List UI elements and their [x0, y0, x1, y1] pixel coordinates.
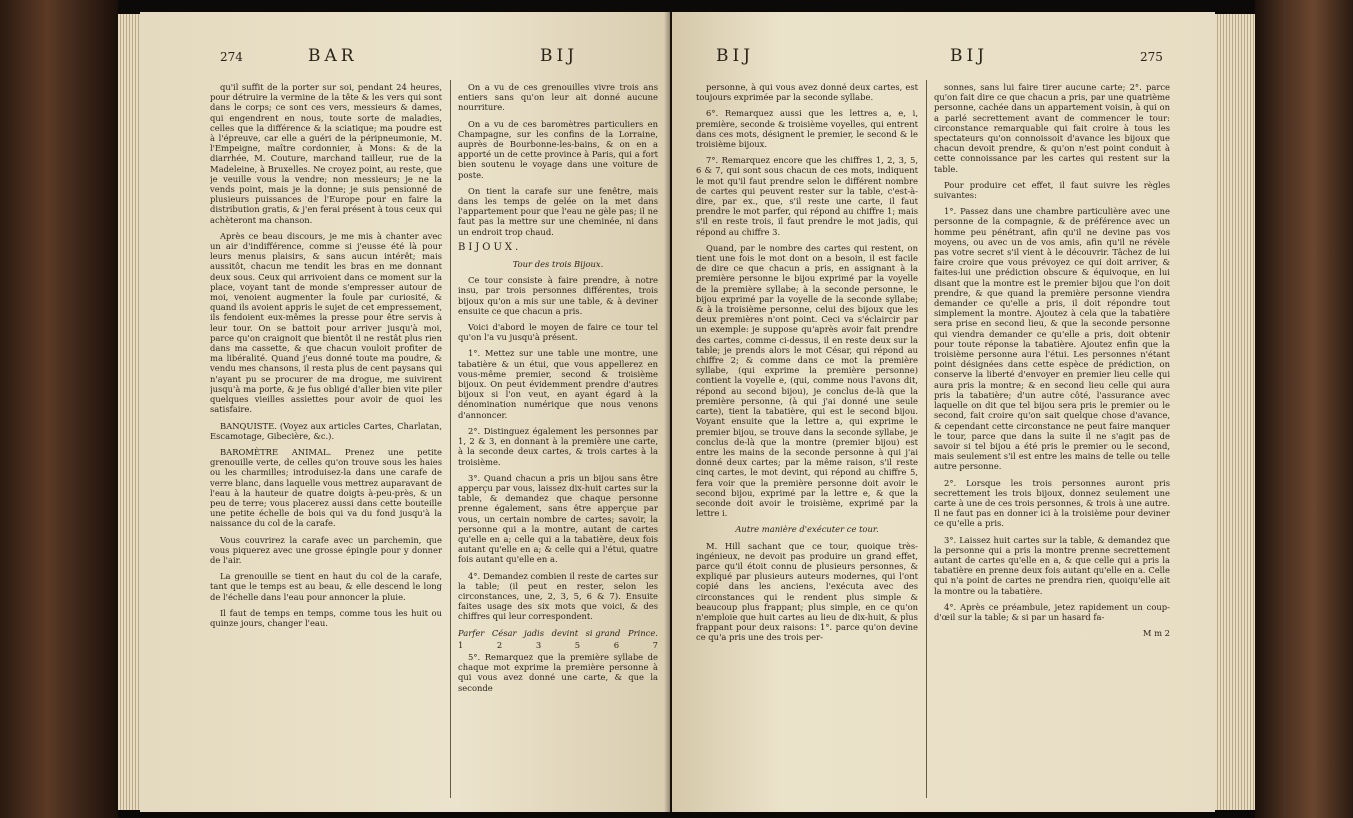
number: 1 [458, 639, 464, 650]
left-page-header [140, 46, 670, 70]
paragraph: 1°. Passez dans une chambre particulière avec une personne de la compagnie, & de préférence avec un homme peu pénétrant, afin qu'il ne devine pas vos moyens, ou avec un de vos amis, afin qu'il ne révèle pas votre secret s'il vient à le découvrir. Tâchez de lui faire croire que vous prévoyez ce qui doit arriver, & faites-lui une prédiction obscure & équivoque, en lui disant que la montre est le premier bijou que l'on doit prendre, & que quand la première personne viendra demander ce qu'elle a pris, il doit répondre tout simplement la montre. Ajoutez à cela que la tabatière sera prise en second lieu, & que la seconde personne qui viendra demander ce qu'elle a pris, doit obtenir pour toute réponse la tabatière. Ajoutez enfin que la troisième personne aura l'étui. Les personnes n'étant point désignées dans cette espèce de prédiction, on conserve la liberté d'envoyer en premier lieu celle qui aura pris la montre; & en second lieu celle qui aura pris la tabatière; d'un autre côté, l'assurance avec laquelle on dit que tel bijou sera pris le premier ou le second, fait croire qu'on sait quelque chose d'avance, & cependant cette circonstance ne peut faire manquer le tour, parce que dans la suite il ne s'agit pas de savoir si tel bijou a été pris le premier ou le second, mais seulement s'il est entre les mains de telle ou telle autre personne. [934, 206, 1170, 472]
paragraph: 2°. Lorsque les trois personnes auront pris secrettement les trois bijoux, donnez seulement une carte à une de ces trois personnes, & trois à une autre. Il ne faut pas en donner ici à la troisième pour deviner ce qu'elle a pris. [934, 477, 1170, 529]
word: Parfer [458, 627, 485, 638]
number-row [458, 640, 658, 650]
right-column-2 [934, 82, 1170, 794]
paragraph: 4°. Demandez combien il reste de cartes sur la table; (il peut en rester, selon les circonstances, une, 2, 3, 5, 6 & 7). Ensuite faites usage des six mots que voici, & des chiffres qui leur correspondent. [458, 570, 658, 622]
book-cover-left [0, 0, 118, 818]
paragraph: La grenouille se tient en haut du col de la carafe, tant que le temps est au beau, & elle descend le long de l'échelle dans l'eau pour annoncer la pluie. [210, 571, 442, 602]
paragraph: 4°. Après ce préambule, jetez rapidement un coup-d'œil sur la table; & si par un hasard fa- [934, 601, 1170, 622]
word: devint [551, 627, 579, 638]
column-rule [450, 80, 451, 798]
paragraph: 2°. Distinguez également les personnes par 1, 2 & 3, en donnant à la première une carte, à la seconde deux cartes, & trois cartes à la troisième. [458, 425, 658, 467]
right-page [672, 12, 1215, 812]
left-page [140, 12, 670, 812]
left-column-2 [458, 82, 658, 794]
page-edges-right [1215, 14, 1255, 810]
word: jadis [524, 627, 545, 638]
column-rule [926, 80, 927, 798]
paragraph: 1°. Mettez sur une table une montre, une tabatière & un étui, que vous appellerez en vous-même premier, second & troisième bijoux. On peut évidemment prendre d'autres bijoux si l'on veut, en ayant égard à la dénomination numérique que nous venons d'annoncer. [458, 348, 658, 420]
paragraph: Il faut de temps en temps, comme tous les huit ou quinze jours, changer l'eau. [210, 607, 442, 628]
page-number: 274 [220, 50, 243, 64]
paragraph: Vous couvrirez la carafe avec un parchemin, que vous piquerez avec une grosse épingle pour y donner de l'air. [210, 534, 442, 565]
paragraph: BANQUISTE. (Voyez aux articles Cartes, Charlatan, Escamotage, Gibecière, &c.). [210, 420, 442, 441]
paragraph: personne, à qui vous avez donné deux cartes, est toujours exprimée par la seconde syllabe. [696, 82, 918, 103]
section-heading: BIJOUX. [458, 241, 522, 253]
word: Prince. [627, 627, 658, 638]
word: si grand [585, 627, 621, 638]
book-cover-right [1255, 0, 1353, 818]
paragraph: Voici d'abord le moyen de faire ce tour tel qu'on l'a vu jusqu'à présent. [458, 322, 658, 343]
paragraph: Ce tour consiste à faire prendre, à notre insu, par trois personnes différentes, trois bijoux qu'on a mis sur une table, & à deviner ensuite ce que chacun a pris. [458, 275, 658, 316]
section-subtitle: Autre manière d'exécuter ce tour. [735, 524, 879, 535]
right-column-1 [696, 82, 918, 794]
paragraph: M. Hill sachant que ce tour, quoique très-ingénieux, ne devoit pas produire un grand effet, parce qu'il étoit connu de plusieurs personnes, & expliqué par plusieurs auteurs modernes, qui l'ont copié dans les anciens, l'exécuta avec des circonstances qui le rendent plus simple & beaucoup plus frappant; plus simple, en ce qu'on n'emploie que huit cartes au lieu de dix-huit, & plus frappant pour deux raisons: 1°. parce qu'on devine ce qu'a pris une des trois per- [696, 540, 918, 643]
paragraph: On a vu de ces grenouilles vivre trois ans entiers sans qu'on leur ait donné aucune nourriture. [458, 82, 658, 113]
paragraph: 3°. Laissez huit cartes sur la table, & demandez que la personne qui a pris la montre prenne secrettement autant de cartes qu'elle en a, & que celle qui a pris la tabatière en prenne deux fois autant qu'elle en a. Celle qui n'a point de cartes ne prendra rien, quoiqu'elle ait la montre ou la tabatière. [934, 534, 1170, 596]
running-head-left: BIJ [716, 46, 755, 66]
paragraph: BAROMÈTRE ANIMAL. Prenez une petite grenouille verte, de celles qu'on trouve sous les haies ou les charmilles; introduisez-la dans une carafe de verre blanc, dans laquelle vous mettrez auparavant de l'eau à la hauteur de quatre doigts à-peu-près, & un peu de terre; vous placerez aussi dans cette bouteille une petite échelle de bois qui va du fond jusqu'à la naissance du col de la carafe. [210, 446, 442, 529]
paragraph: qu'il suffit de la porter sur soi, pendant 24 heures, pour détruire la vermine de la tête & les vers qui sont dans le corps; ce sont ces vers, messieurs & dames, qui engendrent en nous, toute sorte de maladies, celles que la différence & la sciatique; ma poudre est à l'épreuve, car elle a guéri de la péripneumonie, M. l'Empeigne, maître cordonnier, à Mons: & de la diarrhée, M. Couture, marchand tailleur, rue de la Madeleine, à Bruxelles. Ne croyez point, au reste, que je veuille vous la vendre; non messieurs; je ne la vends point, mais je la donne; je suis pensionné de plusieurs puissances de l'Europe pour en faire la distribution gratis, & j'en ferai présent à tous ceux qui achèteront ma chanson. [210, 82, 442, 225]
page-edges-left [118, 14, 140, 810]
paragraph: 3°. Quand chacun a pris un bijou sans être apperçu par vous, laissez dix-huit cartes sur la table, & demandez que chaque personne prenne également, sans être apperçue par vous, un certain nombre de cartes; savoir, la personne qui a la montre, autant de cartes qu'elle en a; celle qui a la tabatière, deux fois autant qu'elle en a; & celle qui a l'étui, quatre fois autant qu'elle en a. [458, 472, 658, 565]
word-row [458, 628, 658, 638]
paragraph: Après ce beau discours, je me mis à chanter avec un air d'indifférence, comme si j'eusse été là pour leurs menus plaisirs, & sans aucun intérêt; mais aussitôt, chacun me tendit les bras en me donnant deux sous. Ceux qui arrivoient dans ce moment sur la place, voyant tant de monde s'empresser autour de moi, venoient augmenter la foule par curiosité, & quand ils avoient appris le sujet de cet empressement, ils fendoient eux-mêmes la presse pour être servis à leur tour. On se battoit pour arriver jusqu'à moi, parce qu'on craignoit que bientôt il ne restât plus rien dans ma cassette, & que chacun vouloit profiter de ma libéralité. Quand j'eus donné toute ma poudre, & vendu mes chansons, il resta plus de cent paysans qui n'ayant pu se procurer de ma drogue, me suivirent jusqu'à ma porte, & je fus obligé d'aller bien vite piler quelques vieilles assiettes pour avoir de quoi les satisfaire. [210, 230, 442, 415]
paragraph: 5°. Remarquez que la première syllabe de chaque mot exprime la première personne à qui vous avez donné une carte, & que la seconde [458, 651, 658, 693]
paragraph: 7°. Remarquez encore que les chiffres 1, 2, 3, 5, 6 & 7, qui sont sous chacun de ces mots, indiquent le mot qu'il faut prendre selon le différent nombre de cartes qui peuvent rester sur la table, c'est-à-dire, par ex., que, s'il reste une carte, il faut prendre le mot parfer, qui répond au chiffre 1; mais s'il en reste trois, il faut prendre le mot jadis, qui répond au chiffre 3. [696, 155, 918, 237]
page-number: 275 [1140, 50, 1163, 64]
paragraph: Pour produire cet effet, il faut suivre les règles suivantes: [934, 179, 1170, 201]
paragraph: On tient la carafe sur une fenêtre, mais dans les temps de gelée on la met dans l'appartement pour que l'eau ne gèle pas; il ne faut pas la mettre sur une cheminée, ni dans un endroit trop chaud. [458, 185, 658, 237]
running-head-left: BAR [308, 46, 358, 66]
number: 7 [652, 639, 658, 650]
running-head-right: BIJ [540, 46, 579, 66]
paragraph: 6°. Remarquez aussi que les lettres a, e, i, première, seconde & troisième voyelles, qui entrent dans ces mots, désignent le premier, le second & le troisième bijoux. [696, 108, 918, 150]
number: 3 [535, 639, 542, 650]
right-page-header [672, 46, 1215, 70]
paragraph: sonnes, sans lui faire tirer aucune carte; 2°. parce qu'on fait dire ce que chacun a pris, par une quatrième personne, cachée dans un appartement voisin, à qui on a parlé secrettement avant de commencer le tour: circonstance remarquable qui fait croire à tous les spectateurs qu'on connoissoit d'avance les bijoux que chacun devoit prendre, & qu'on n'est point conduit à cette connoissance par les cartes qui restent sur la table. [934, 82, 1170, 174]
section-subtitle: Tour des trois Bijoux. [512, 259, 604, 270]
left-column-1 [210, 82, 442, 794]
number: 5 [574, 639, 581, 650]
number: 2 [496, 639, 503, 650]
running-head-right: BIJ [950, 46, 989, 66]
paragraph: On a vu de ces baromètres particuliers en Champagne, sur les confins de la Lorraine, auprès de Bourbonne-les-bains, & on en a apporté un de cette province à Paris, qui a fort bien soutenu le voyage dans une voiture de poste. [458, 118, 658, 180]
signature-mark: M m 2 [1142, 628, 1170, 639]
paragraph: Quand, par le nombre des cartes qui restent, on tient une fois le mot dont on a besoin, il est facile de dire ce que chacun a pris, en assignant à la première personne le bijou exprimé par la voyelle de la première syllabe; à la seconde personne, le bijou exprimé par la voyelle de la seconde syllabe; & à la troisième personne, celui des bijoux que les deux premières n'ont point. Ceci va s'éclaircir par un exemple: je suppose qu'après avoir fait prendre des cartes, comme ci-dessus, il en reste deux sur la table; je prends alors le mot César, qui répond au chiffre 2; & comme dans ce mot la première syllabe, (qui exprime la première personne) contient la voyelle e, (qui, comme nous l'avons dit, répond au second bijou), je conclus de-là que la première personne, (à qui j'ai donné une seule carte), tient la tabatière, qui est le second bijou. Voyant ensuite que la lettre a, qui exprime le premier bijou, se trouve dans la seconde syllabe, je conclus de-là que la montre (premier bijou) est entre les mains de la seconde personne à qui j'ai donné deux cartes; par la même raison, s'il reste cinq cartes, le mot devint, qui répond au chiffre 5, fera voir que la première personne doit avoir le second bijou, exprimé par la lettre e, & que la seconde doit avoir le troisième, exprimé par la lettre i. [696, 242, 918, 519]
number: 6 [613, 639, 620, 650]
word: César [491, 627, 517, 638]
